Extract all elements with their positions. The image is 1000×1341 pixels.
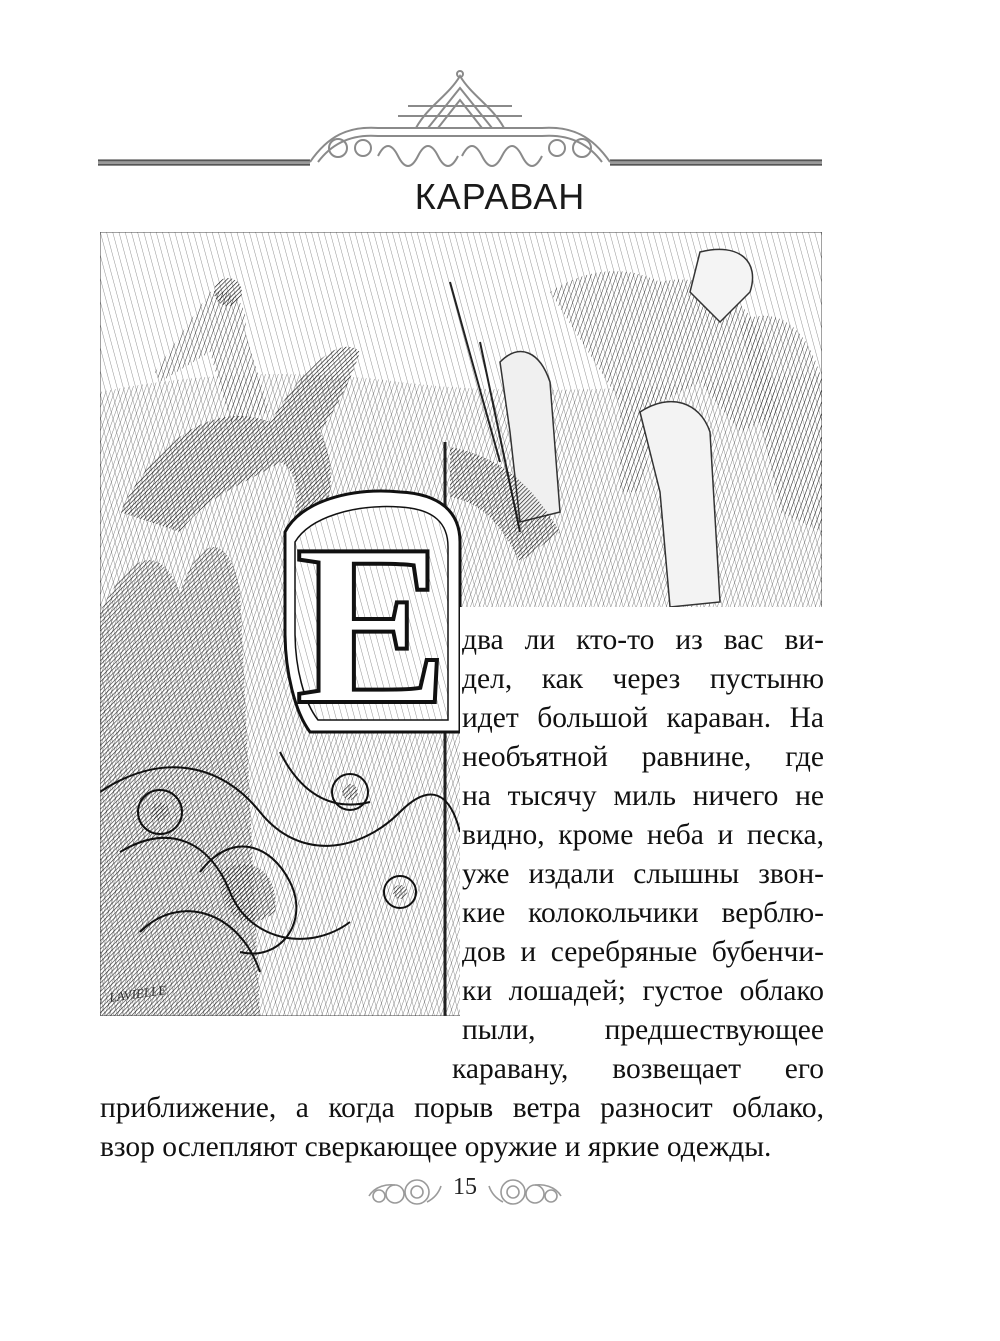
body-line: уже издали слышны звон- (462, 858, 824, 890)
page-number: 15 (453, 1174, 477, 1200)
body-line: дов и серебряные бубенчи- (462, 936, 824, 968)
page-footer (365, 1168, 565, 1218)
footer-ornament-right (485, 1172, 565, 1212)
body-line: дел, как через пустыню (462, 663, 824, 695)
body-line: на тысячу миль ничего не (462, 780, 824, 812)
body-line: взор ослепляют сверкающее оружие и яркие одежды. (100, 1131, 772, 1163)
drop-cap: Е (295, 497, 449, 752)
body-line: пыли, предшествующее (462, 1014, 824, 1046)
body-line: ки лошадей; густое облако (462, 975, 824, 1007)
body-line: два ли кто-то из вас ви- (462, 624, 824, 656)
body-line: кие колокольчики верблю- (462, 897, 824, 929)
body-line: необъятной равнине, где (462, 741, 824, 773)
body-line: идет большой караван. На (462, 702, 824, 734)
footer-ornament-left (365, 1172, 445, 1212)
body-line: приближение, а когда порыв ветра разносит облако, (100, 1092, 824, 1124)
engraver-signature: LAVIELLE (108, 982, 168, 1005)
body-line: видно, кроме неба и песка, (462, 819, 824, 851)
body-line: каравану, возвещает его (452, 1053, 824, 1085)
chapter-title: КАРАВАН (414, 176, 586, 217)
